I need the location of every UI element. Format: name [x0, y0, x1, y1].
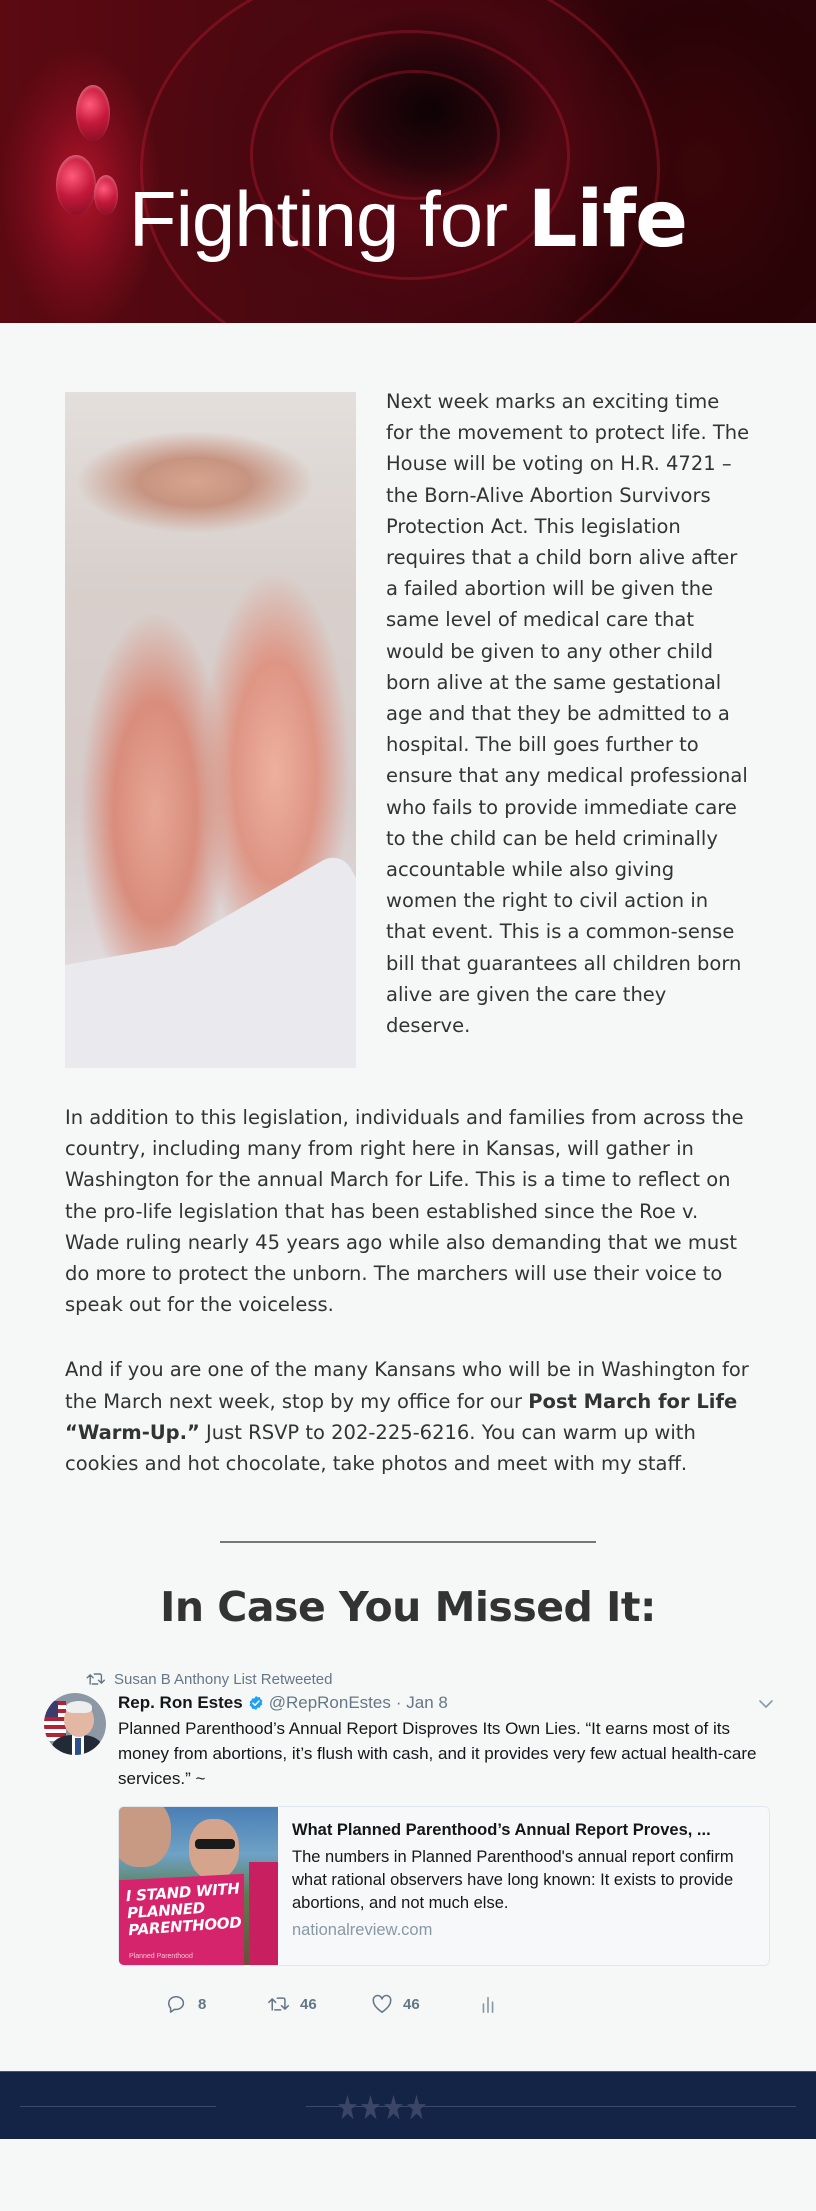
- star-icon: [338, 2094, 357, 2120]
- reply-icon: [166, 1994, 188, 2014]
- tie-decoration: [75, 1738, 81, 1755]
- footer-rule-left: [20, 2106, 216, 2107]
- embedded-tweet[interactable]: [0, 1669, 816, 2016]
- link-preview-card[interactable]: [118, 1806, 770, 1966]
- star-icon: [384, 2094, 403, 2120]
- retweet-count: 46: [300, 1995, 317, 2013]
- baby-feet-photo: [65, 392, 356, 1068]
- retweet-context: [86, 1669, 774, 1689]
- warm-up-paragraph: [65, 1354, 751, 1479]
- retweet-icon: [86, 1671, 106, 1687]
- warm-up-text-after: Just RSVP to 202-225-6216. You can warm up with cookies and hot chocolate, take photos and meet with my staff.: [65, 1420, 696, 1476]
- author-avatar[interactable]: [44, 1693, 106, 1755]
- page-title: [0, 175, 816, 265]
- person-decoration: [189, 1819, 239, 1879]
- icymi-heading: In Case You Missed It:: [160, 1583, 656, 1632]
- author-handle[interactable]: @RepRonEstes: [268, 1693, 391, 1713]
- tweet-actions: [166, 1992, 774, 2016]
- tweet-date[interactable]: · Jan 8: [395, 1693, 448, 1713]
- flag-canton-decoration: [44, 1701, 58, 1717]
- analytics-button[interactable]: [477, 1994, 499, 2014]
- tweet-body: [44, 1691, 774, 1966]
- star-icon: [407, 2094, 426, 2120]
- footer-stars: [338, 2094, 426, 2120]
- warm-up-text-before: And if you are one of the many Kansans who will be in Washington for the March next week, stop by my office for our: [65, 1358, 749, 1413]
- like-button[interactable]: [371, 1994, 477, 2014]
- card-description: The numbers in Planned Parenthood's annual report confirm what rational observers have long known: It exists to provide abortions, and not much else.: [292, 1848, 734, 1913]
- title-bold-text: Life: [527, 175, 688, 265]
- tweet-content: [118, 1691, 774, 1966]
- title-light-text: Fighting for: [128, 175, 528, 263]
- card-title[interactable]: What Planned Parenthood’s Annual Report Proves, ...: [292, 1821, 711, 1840]
- chevron-down-icon[interactable]: [758, 1699, 774, 1709]
- protest-sign-text: I STAND WITH PLANNED PARENTHOOD: [125, 1879, 243, 1940]
- heart-icon: [371, 1994, 393, 2014]
- verified-badge-icon: [248, 1695, 264, 1711]
- star-icon: [361, 2094, 380, 2120]
- tweet-text: Planned Parenthood’s Annual Report Disproves Its Own Lies. “It earns most of its money from abortions, it’s flush with cash, and it provides very few actual health-care services.” ~: [118, 1719, 757, 1789]
- reply-button[interactable]: [166, 1994, 268, 2014]
- section-divider: [220, 1541, 596, 1543]
- warm-up-event-name: Post March for Life “Warm-Up.”: [65, 1389, 738, 1444]
- article-body: [0, 323, 816, 1479]
- hero-banner: [0, 0, 816, 323]
- card-body: [278, 1807, 769, 1965]
- like-count: 46: [403, 1995, 420, 2013]
- retweet-button[interactable]: [268, 1994, 371, 2014]
- retweet-icon: [268, 1994, 290, 2014]
- page-footer: [0, 2071, 816, 2139]
- author-name[interactable]: Rep. Ron Estes: [118, 1693, 243, 1713]
- hair-decoration: [66, 1701, 92, 1713]
- tweet-header: [118, 1691, 774, 1715]
- card-thumbnail: [119, 1807, 278, 1965]
- retweeted-by-text[interactable]: Susan B Anthony List Retweeted: [114, 1670, 333, 1688]
- sunglasses-decoration: [195, 1839, 235, 1849]
- march-for-life-paragraph: In addition to this legislation, individuals and families from across the country, including many from right here in Kansas, will gather in Washington for the annual March for Life. This is a time to reflect on the pro-life legislation that has been established since the Roe v. Wade ruling nearly 45 years ago while also demanding that we must do more to protect the unborn. The marchers will use their voice to speak out for the voiceless.: [65, 1106, 744, 1317]
- reply-count: 8: [198, 1995, 207, 2013]
- lead-section: [65, 386, 751, 1068]
- analytics-icon: [477, 1994, 499, 2014]
- person-decoration: [119, 1807, 171, 1867]
- lead-paragraph: Next week marks an exciting time for the movement to protect life. The House will be voting on H.R. 4721 – the Born-Alive Abortion Survivors Protection Act. This legislation requires that a child born alive after a failed abortion will be given the same level of medical care that would be given to any other child born alive at the same gestational age and that they be admitted to a hospital. The bill goes further to ensure that any medical professional who fails to provide immediate care to the child can be held criminally accountable while also giving women the right to civil action in that event. This is a common-sense bill that guarantees all children born alive are given the care they deserve.: [386, 390, 750, 1038]
- protest-sign-small-text: Planned Parenthood: [129, 1953, 193, 1961]
- water-drop-decoration: [76, 85, 110, 141]
- card-domain[interactable]: nationalreview.com: [292, 1921, 433, 1940]
